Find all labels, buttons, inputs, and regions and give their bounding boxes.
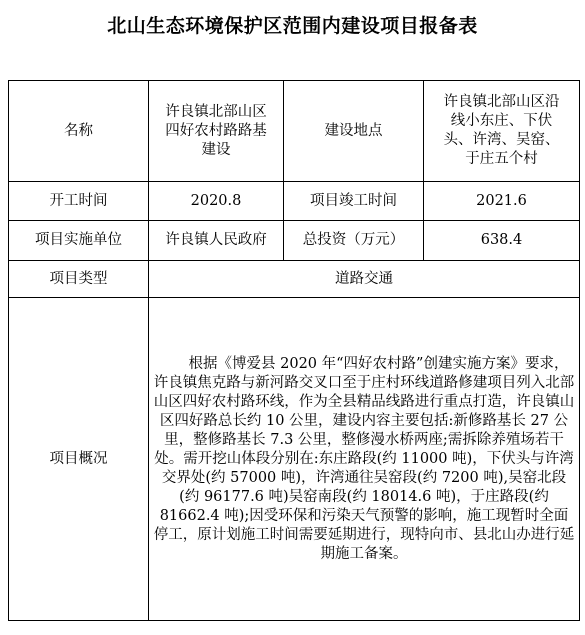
total-investment-label: 总投资（万元） [284,221,424,261]
overview-text: 根据《博爱县 2020 年“四好农村路”创建实施方案》要求，许良镇焦克路与新河路交叉口至于庄村环线道路修建项目列入北部山区四好农村路环线，作为全县精品线路进行重点打造，许良镇山区四好路总长约 10 公里，建设内容主要包括:新修路基长 27 公里，整修路基长 7.3 公里，整修漫水桥两座;需拆除养殖场若干处。需开挖山体段分别在:东庄路段(约 11000 吨)，下伏头与许湾交界处(约 57000 吨)，许湾通往吴窑段(约 7200 吨),吴窑北段(约 96177.6 吨)吴窑南段(约 18014.6 吨)，于庄路段(约 81662.4 吨);因受环保和污染天气预警的影响，施工现暂时全面停工，原计划施工时间需要延期进行，现特向市、县北山办进行延期施工备案。 [149,298,580,621]
location-value: 许良镇北部山区沿线小东庄、下伏头、许湾、吴窑、于庄五个村 [424,81,580,182]
start-time-value: 2020.8 [149,182,284,221]
table-row [9,298,580,621]
completion-time-label: 项目竣工时间 [284,182,424,221]
completion-time-value: 2021.6 [424,182,580,221]
name-value: 许良镇北部山区四好农村路路基建设 [149,81,284,182]
implementing-unit-label: 项目实施单位 [9,221,149,261]
page-title: 北山生态环境保护区范围内建设项目报备表 [107,15,478,37]
name-label: 名称 [9,81,149,182]
table-row [9,182,580,221]
table-row [9,261,580,298]
table-row [9,221,580,261]
implementing-unit-value: 许良镇人民政府 [149,221,284,261]
location-label: 建设地点 [284,81,424,182]
project-type-label: 项目类型 [9,261,149,298]
table-row [9,81,580,182]
project-type-value: 道路交通 [149,261,580,298]
total-investment-value: 638.4 [424,221,580,261]
report-table [8,80,580,621]
start-time-label: 开工时间 [9,182,149,221]
overview-label: 项目概况 [9,298,149,621]
